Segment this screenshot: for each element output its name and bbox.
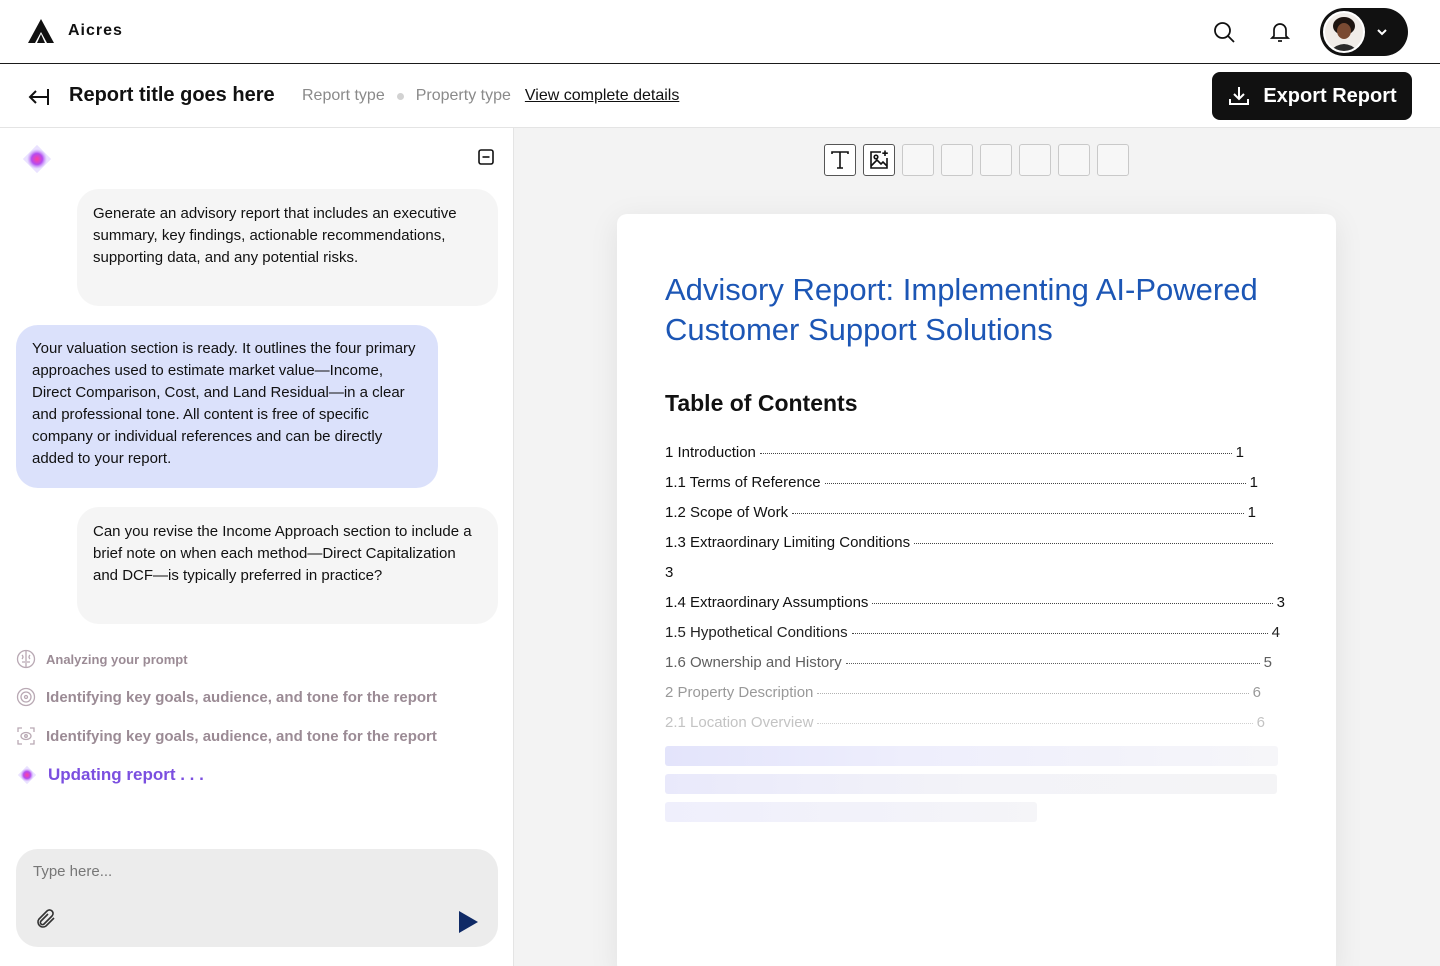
toc-entry-page: 1 [1235,444,1244,461]
toc-entry[interactable] [665,444,1244,474]
separator-dot [397,93,404,100]
toc-entry-label: 1.4 Extraordinary Assumptions [665,594,869,611]
toc-entry-page: 1 [1247,504,1256,521]
toc-entry-label: 1.6 Ownership and History [665,654,842,671]
brand-name: Aicres [68,22,123,39]
toc-entry-label: 1.3 Extraordinary Limiting Conditions [665,534,911,551]
toc-entry-label: 1.1 Terms of Reference [665,474,821,491]
chat-input[interactable] [33,863,473,880]
target-icon [16,687,36,707]
scan-eye-icon [16,726,36,746]
download-icon [1227,84,1251,108]
user-message: Generate an advisory report that includes an executive summary, key findings, actionable recommendations, supporting data, and any potential risks. [77,189,498,306]
text-tool-button[interactable] [824,144,856,176]
toolbar-slot[interactable] [941,144,973,176]
toc-entry-label: 1.5 Hypothetical Conditions [665,624,848,641]
toc-entry[interactable] [665,684,1261,714]
chat-input-box [16,849,498,947]
toolbar-slot[interactable] [1058,144,1090,176]
editor-toolbar [824,144,1129,176]
brand[interactable] [26,17,123,45]
toc-entry [665,564,1285,594]
report-type: Report type [302,87,385,104]
export-report-button[interactable] [1212,72,1412,120]
top-actions [1196,8,1408,56]
property-type: Property type [415,87,511,104]
document-page [617,214,1336,966]
notifications-button[interactable] [1252,8,1308,56]
toolbar-slot[interactable] [1097,144,1129,176]
table-of-contents [665,444,1285,744]
toc-entry-page: 5 [1263,654,1272,671]
updating-text: Updating report . . . [48,765,204,784]
toc-entry-label: 2.1 Location Overview [665,714,814,731]
toc-entry[interactable] [665,534,1285,564]
toc-entry-label: 2 Property Description [665,684,814,701]
aicres-logo-icon [26,17,56,45]
toolbar-slot[interactable] [1019,144,1051,176]
ai-orb-icon [20,142,54,176]
search-icon [1212,20,1236,44]
toc-entry-page: 6 [1256,714,1265,731]
toc-title: Table of Contents [665,390,858,416]
status-updating [16,764,204,786]
assistant-message: Your valuation section is ready. It outlines the four primary approaches used to estimate market value—Income, Direct Comparison, Cost, and Land Residual—in a clear and professional tone. All content is free of specific company or individual references and can be directly added to your report. [16,325,438,488]
toc-entry-page: 6 [1252,684,1261,701]
status-text: Identifying key goals, audience, and tone for the report [46,688,437,706]
status-analyzing [16,649,188,669]
brain-icon [16,649,36,669]
profile-menu-button[interactable] [1320,8,1408,56]
user-message: Can you revise the Income Approach section to include a brief note on when each method—Direct Capitalization and DCF—is typically preferred in practice? [77,507,498,624]
toolbar-slot[interactable] [902,144,934,176]
arrow-left-to-line-icon[interactable] [26,84,52,110]
report-title: Report title goes here [69,84,275,106]
toc-entry[interactable] [665,504,1256,534]
send-icon[interactable] [456,909,480,935]
status-identifying [16,726,437,746]
toc-entry-label: 1 Introduction [665,444,756,461]
toc-entry[interactable] [665,474,1258,504]
toc-entry[interactable] [665,594,1285,624]
toc-entry[interactable] [665,654,1272,684]
toc-entry-page: 4 [1271,624,1280,641]
loading-skeleton [665,802,1037,822]
toc-entry[interactable] [665,624,1280,654]
status-identifying [16,687,437,707]
report-meta [302,87,679,105]
insert-image-icon [868,149,890,171]
text-tool-icon [829,149,851,171]
export-report-label: Export Report [1263,84,1397,107]
loading-skeleton [665,746,1278,766]
toc-entry-label: 1.2 Scope of Work [665,504,789,521]
toc-entry[interactable] [665,714,1265,744]
paperclip-icon[interactable] [34,907,58,931]
toc-entry-label: 3 [665,564,674,581]
top-bar [0,0,1440,64]
document-panel [514,128,1440,966]
insert-image-button[interactable] [863,144,895,176]
status-text: Identifying key goals, audience, and tone for the report [46,727,437,745]
bell-icon [1268,20,1292,44]
search-button[interactable] [1196,8,1252,56]
collapse-icon[interactable] [478,149,494,165]
chevron-down-icon [1375,25,1389,39]
avatar [1323,11,1365,53]
report-header [0,64,1440,128]
toc-entry-page: 1 [1249,474,1258,491]
loading-skeleton [665,774,1277,794]
toc-entry-page: 3 [1276,594,1285,611]
status-text: Analyzing your prompt [46,651,188,667]
ai-orb-icon [16,764,38,786]
document-title: Advisory Report: Implementing AI-Powered Customer Support Solutions [665,272,1258,347]
chat-panel [0,128,514,966]
view-details-link[interactable]: View complete details [524,87,680,104]
toolbar-slot[interactable] [980,144,1012,176]
